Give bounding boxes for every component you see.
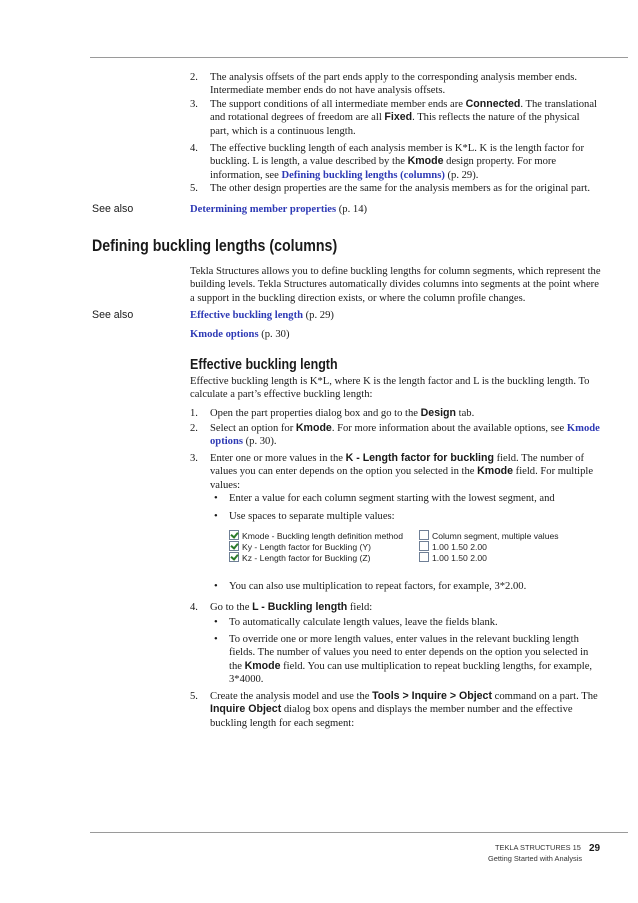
text-run: To override one or more length values, enter values in the relevant buckling length fields. The number of values you need to enter depends on the option you selected in the	[229, 634, 589, 672]
bullet-text: Enter a value for each column segment starting with the lowest segment, and	[229, 493, 555, 504]
field-value: Column segment, multiple values	[432, 531, 559, 541]
checkbox-row[interactable]	[419, 552, 487, 563]
list-number: 2.	[190, 72, 198, 83]
section-title: Defining buckling lengths (columns)	[92, 237, 338, 255]
bullet-text	[229, 616, 601, 629]
text-run: Select an option for	[210, 423, 296, 434]
step-number: 3.	[190, 453, 198, 464]
text-run: field. For multiple values:	[210, 466, 594, 491]
text-run: field. You can use multiplication to repeat buckling lengths, for example, 3*4000.	[229, 660, 593, 686]
field-value: 1.00 1.50 2.00	[432, 553, 487, 563]
ui-term: Tools > Inquire > Object	[372, 690, 492, 702]
see-also-entry	[190, 309, 602, 322]
bullet-icon: •	[214, 511, 218, 522]
checkbox-row[interactable]	[419, 541, 487, 552]
ui-term: Kmode	[244, 659, 281, 672]
step-number: 2.	[190, 423, 198, 434]
list-number: 4.	[190, 143, 198, 154]
dialog-checkbox-snippet	[229, 530, 559, 572]
page-number: 29	[589, 843, 601, 854]
checkbox-label: Kz - Length factor for Buckling (Z)	[242, 553, 371, 563]
text-run: Create the analysis model and use the	[210, 691, 373, 702]
step-text	[210, 422, 600, 449]
checkbox-row[interactable]	[229, 541, 371, 552]
checkbox-label: Kmode - Buckling length definition method	[242, 531, 403, 541]
see-also-entry	[190, 328, 602, 341]
step-number: 1.	[190, 408, 198, 419]
subsection-intro: Effective buckling length is K*L, where K is the length factor and L is the buckling length. To calculate a part’s effective buckling length:	[190, 376, 590, 401]
step-text	[210, 690, 600, 730]
see-also-label: See also	[92, 309, 134, 321]
ui-term: Kmode	[295, 422, 332, 434]
text-run: command on a part. The	[491, 691, 598, 702]
subsection-title: Effective buckling length	[190, 357, 338, 373]
link-determining-member-properties[interactable]: Determining member properties	[190, 204, 337, 215]
text-run: (p. 29).	[444, 169, 479, 181]
bullet-icon: •	[214, 493, 218, 504]
bullet-icon: •	[214, 617, 218, 628]
bottom-rule	[90, 832, 628, 833]
text-run: . The translational and rotational degrees of freedom are all	[210, 99, 597, 124]
see-also-entry	[190, 203, 602, 216]
checkbox-unchecked-icon[interactable]	[419, 530, 429, 540]
text-run: The support conditions of all intermediate member ends are	[210, 99, 466, 110]
ui-term: K - Length factor for buckling	[345, 452, 494, 464]
text-run: design property. For more information, see	[210, 156, 557, 181]
text-run: The effective buckling length of each analysis member is K*L. K is the length factor for buckling. L is length, a value described by the	[210, 143, 584, 168]
link-kmode-options[interactable]: Kmode options	[190, 329, 259, 340]
step-text	[210, 601, 600, 614]
section-intro: Tekla Structures allows you to define buckling lengths for column segments, which represent the building levels. Tekla Structures automatically divides columns into segments at the point where a support in the buckling direction exists, or where the column profile changes.	[190, 266, 601, 304]
footer-product: TEKLA STRUCTURES 15	[495, 843, 581, 852]
list-number: 3.	[190, 99, 198, 110]
text-run: To automatically calculate length values, leave the fields blank.	[229, 617, 498, 628]
ui-term: Inquire Object	[210, 703, 282, 716]
checkbox-checked-icon[interactable]	[229, 541, 239, 551]
list-text	[210, 142, 600, 182]
step-number: 4.	[190, 602, 198, 613]
step-text	[210, 407, 600, 420]
checkbox-row[interactable]	[419, 530, 559, 541]
checkbox-label: Ky - Length factor for Buckling (Y)	[242, 542, 371, 552]
text-run: . For more information about the available options, see	[331, 423, 567, 434]
text-run: (p. 30).	[242, 436, 277, 448]
field-value: 1.00 1.50 2.00	[432, 542, 487, 552]
ui-term: Design	[420, 407, 456, 419]
text-run: dialog box opens and displays the member number and the effective buckling length for each segment:	[210, 704, 573, 729]
see-also-label: See also	[92, 203, 134, 215]
list-text	[210, 71, 600, 98]
text-run: Enter one or more values in the	[210, 453, 346, 464]
step-number: 5.	[190, 691, 198, 702]
footer-guide: Getting Started with Analysis	[488, 854, 583, 863]
bullet-text: You can also use multiplication to repeat factors, for example, 3*2.00.	[229, 581, 527, 592]
list-number: 5.	[190, 183, 198, 194]
checkbox-row[interactable]	[229, 552, 370, 563]
text-run: The analysis offsets of the part ends apply to the corresponding analysis member ends. Intermediate member ends do not have analysis offsets.	[210, 72, 577, 97]
top-rule	[90, 57, 628, 58]
ui-term: Kmode	[407, 155, 444, 168]
text-run: Open the part properties dialog box and go to the	[210, 408, 421, 419]
inline-link[interactable]: Defining buckling lengths (columns)	[281, 169, 445, 181]
text-run: tab.	[455, 408, 475, 419]
ui-term: L - Buckling length	[252, 601, 348, 613]
list-text	[210, 182, 600, 195]
checkbox-checked-icon[interactable]	[229, 530, 239, 540]
page-ref: (p. 30)	[258, 329, 290, 340]
list-text	[210, 98, 600, 138]
ui-term: Connected	[465, 98, 521, 110]
text-run: field. The number of values you can enter depends on the option you selected in the	[210, 453, 585, 478]
ui-term: Fixed	[384, 111, 413, 124]
checkbox-row[interactable]	[229, 530, 403, 541]
text-run: Go to the	[210, 602, 253, 613]
checkbox-unchecked-icon[interactable]	[419, 541, 429, 551]
link-effective-buckling-length[interactable]: Effective buckling length	[190, 310, 303, 321]
bullet-icon: •	[214, 634, 218, 645]
checkbox-unchecked-icon[interactable]	[419, 552, 429, 562]
text-run: The other design properties are the same for the analysis members as for the original part.	[210, 183, 591, 194]
bullet-text: Use spaces to separate multiple values:	[229, 511, 395, 522]
bullet-icon: •	[214, 581, 218, 592]
page-ref: (p. 29)	[303, 310, 334, 321]
text-run: field:	[347, 602, 373, 613]
step-text	[210, 452, 600, 492]
ui-term: Kmode	[477, 465, 514, 478]
inline-link[interactable]: Kmode options	[210, 423, 600, 448]
bullet-text	[229, 633, 601, 687]
page-ref: (p. 14)	[336, 204, 368, 215]
text-run: . This reflects the nature of the physical part, which is a continuous length.	[210, 112, 580, 137]
checkbox-checked-icon[interactable]	[229, 552, 239, 562]
